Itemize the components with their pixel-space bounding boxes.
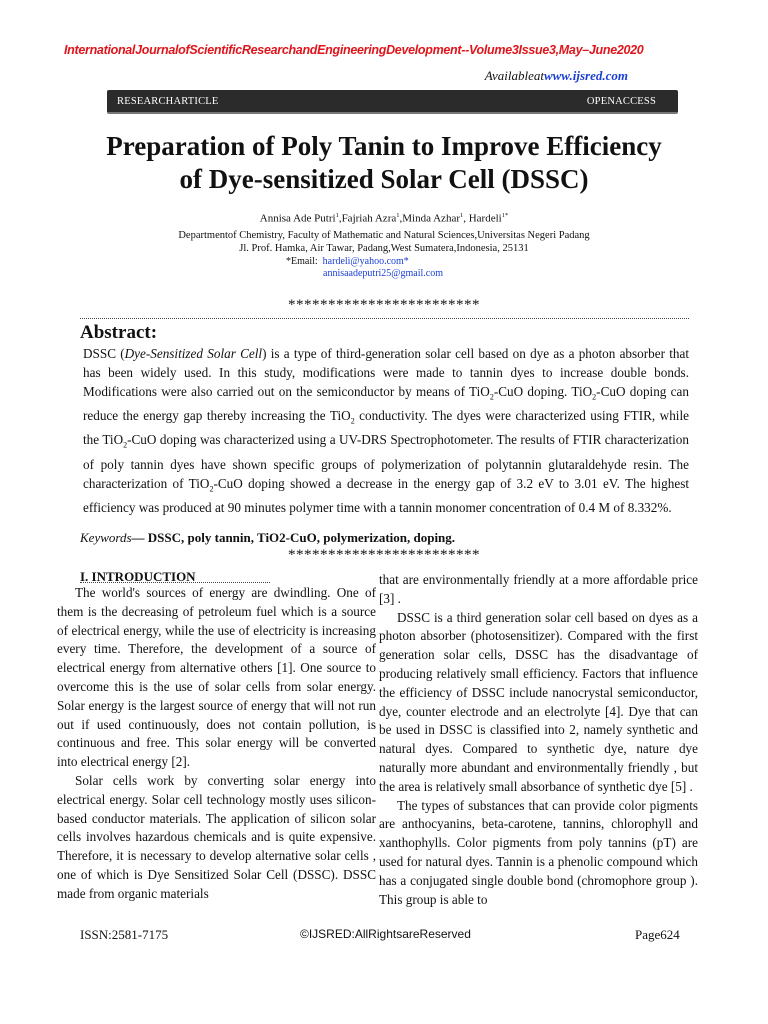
author-sup: 1 [335,212,339,219]
keywords-line: Keywords— DSSC, poly tannin, TiO2-CuO, polymerization, doping. [80,530,456,545]
paragraph: DSSC is a third generation solar cell based on dyes as a photon absorber (photosensitizer). Compared with the first generation solar cells, DSSC has the disadvantage of producing relatively small efficiency. Factors that influence the efficiency of DSSC include nanocrystal semiconductor, dye, counter electrode and an electrolyte [4]. Dye that can be used in DSSC is classified into 2, namely synthetic and natural dyes. Compared to synthetic dye, nature dye naturally more abundant and environmentally friendly , but the area is relatively small absorbance of synthetic dye [5] . [379,609,698,794]
title-line-2: of Dye-sensitized Solar Cell (DSSC) [179,164,589,194]
address: Jl. Prof. Hamka, Air Tawar, Padang,West Sumatera,Indonesia, 25131 [239,243,529,254]
journal-url-link[interactable]: www.ijsred.com [543,68,628,83]
paragraph: The types of substances that can provide color pigments are anthocyanins, beta-carotene, tannins, chlorophyll and xanthophylls. Color pigments from poly tannins (pT) are used for natural dyes. Tannin is a phenolic compound which has a conjugated single double bond (chromophore group ). This group is able to [379,797,698,907]
email-row [286,256,409,267]
email-link-2[interactable]: annisaadeputri25@gmail.com [323,268,444,279]
dotted-rule [80,318,689,319]
footer-page-number: Page624 [635,927,680,942]
heading-dotted-rule [80,582,270,583]
author-sup: 1* [501,212,509,219]
author-name: Minda Azhar [402,212,460,225]
footer-issn: ISSN:2581-7175 [80,927,169,942]
separator-stars-top: ************************ [288,297,480,313]
availability-line [485,68,628,84]
author-list: Annisa Ade Putri$^1$,Fajriah Azra$^1$,Minda Azhar$^1$, Hardeli$^{1*}$ [259,212,509,225]
affiliation: Departmentof Chemistry, Faculty of Mathematic and Natural Sciences,Universitas Negeri Padang [178,230,590,241]
email-link-1[interactable]: hardeli@yahoo.com* [322,256,409,267]
left-column [57,584,376,904]
title-line-1: Preparation of Poly Tanin to Improve Efficiency [106,131,662,161]
right-column [379,571,698,909]
email-label: *Email: [286,256,318,267]
author-name: Hardeli [468,212,502,225]
abstract-heading: Abstract: [80,322,158,343]
paper-title [64,130,704,196]
author-sup: 1 [396,212,400,219]
keywords-label: Keywords [80,530,132,545]
author-name: Annisa Ade Putri [259,212,336,225]
open-access-label: OPENACCESS [586,96,656,107]
footer-rights: ©IJSRED:AllRightsareReserved [300,927,471,941]
author-name: Fajriah Azra [341,212,397,225]
abstract-text: DSSC (Dye-Sensitized Solar Cell) is a type of third-generation solar cell based on dye as a photon absorber that has been widely used. In this study, modifications were made to tannin dyes to increase double bonds. Modifications were also carried out on the semiconductor by means of TiO$_2$-CuO doping. TiO$_2$-CuO doping can reduce the energy gap thereby increasing the TiO$_2$ conductivity. The dyes were characterized using FTIR, while the TiO$_2$-CuO doping was characterized using a UV-DRS Spectrophotometer. The results of FTIR characterization of poly tannin dyes have shown specific groups of polymerization of polytannin glutaraldehyde resin. The characterization of TiO$_2$-CuO doping showed a decrease in the energy gap of 3.2 eV to 3.01 eV. The highest efficiency was produced at 90 minutes polymer time with a tannin monomer concentration of 0.4 M of 8.332%. [83,346,690,516]
available-label: Availableat [484,68,544,83]
paragraph: that are environmentally friendly at a more affordable price [3] . [379,572,698,606]
keywords-text: DSSC, poly tannin, TiO2-CuO, polymerization, doping. [147,530,456,545]
separator-stars-bottom: ************************ [288,547,480,563]
journal-header: InternationalJournalofScientificResearchandEngineeringDevelopment--Volume3Issue3,May–June2020 [64,43,644,57]
article-type-bar [107,90,678,114]
paragraph: Solar cells work by converting solar energy into electrical energy. Solar cell technology mostly uses silicon-based conductor materials. The application of silicon solar cells involves hazardous chemicals and is quite expensive. Therefore, it is necessary to develop alternative solar cells , one of which is Dye Sensitized Solar Cell (DSSC). DSSC made from organic materials [57,772,376,901]
section-heading-introduction: I. INTRODUCTION [80,569,196,584]
research-article-label: RESEARCHARTICLE [117,96,219,107]
author-sup: 1 [459,212,464,219]
paragraph: The world's sources of energy are dwindling. One of them is the decreasing of petroleum fuel which is a source of electrical energy, while the use of electricity is increasing every time. Therefore, the development of a source of electrical energy from alternative others [1]. One source to overcome this is the use of solar cells from solar energy. Solar energy is the largest source of energy that will not run out if used continuously, does not contain pollution, is continuous and free. This solar energy will be converted into electrical energy [2]. [57,585,376,770]
